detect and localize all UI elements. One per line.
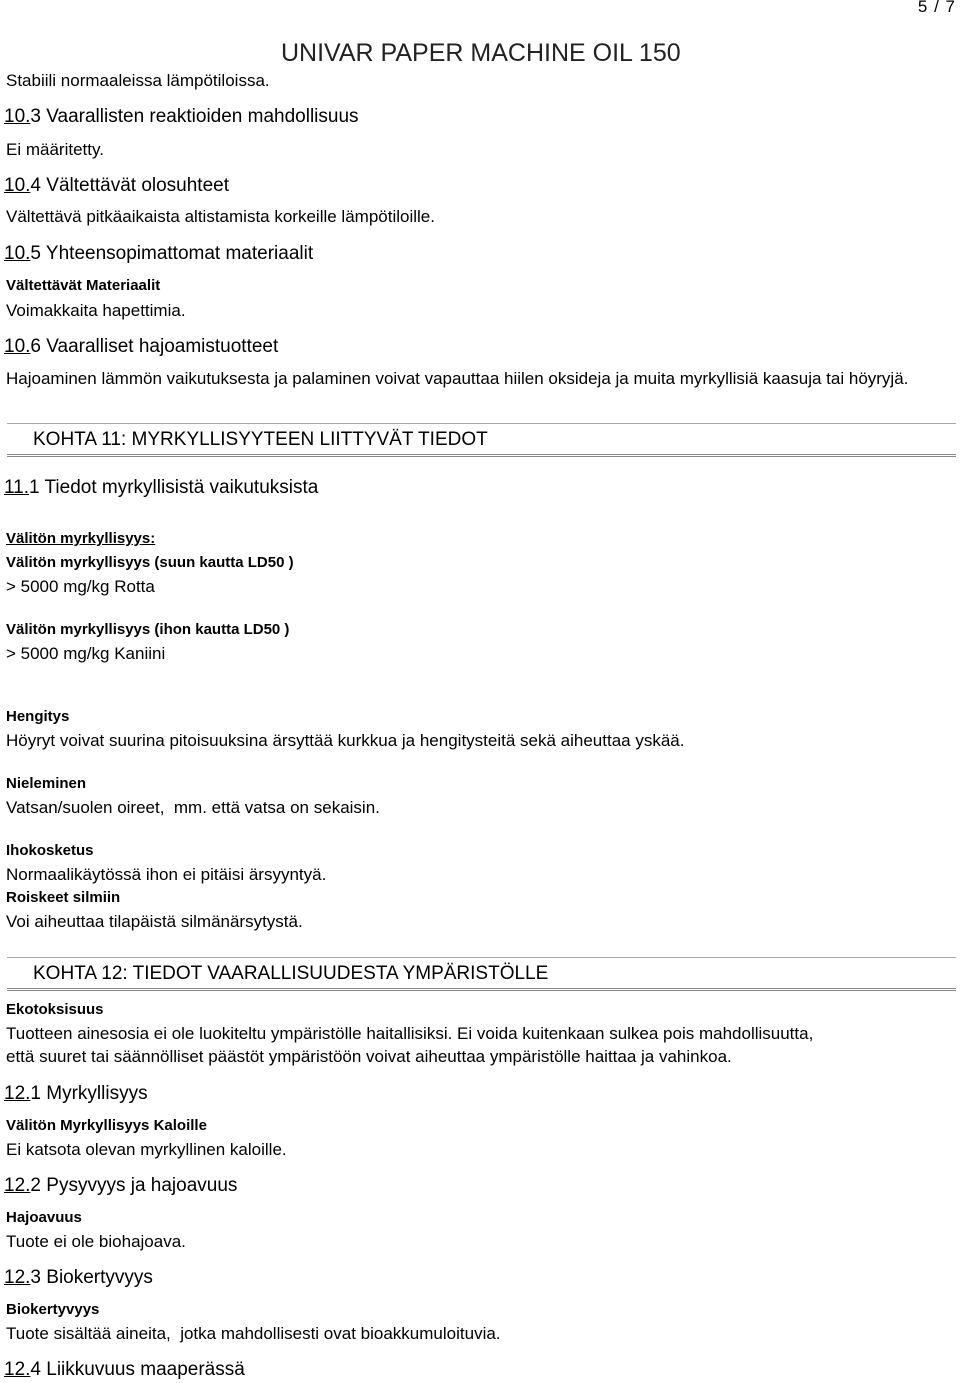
section-11-banner-title: KOHTA 11: MYRKYLLISYYTEEN LIITTYVÄT TIEDOT [33, 429, 488, 450]
acute-toxicity-label: Välitön myrkyllisyys: [6, 530, 156, 547]
section-10-4-heading: 10.4 Vältettävät olosuhteet [4, 175, 230, 196]
section-10-4-text: Vältettävä pitkäaikaista altistamista korkeille lämpötiloille. [6, 207, 435, 226]
skin-contact-label: Ihokosketus [6, 842, 94, 859]
ecotoxicity-label: Ekotoksisuus [6, 1001, 104, 1018]
section-12-3-label: Biokertyvyys [6, 1301, 100, 1318]
eye-contact-label: Roiskeet silmiin [6, 889, 121, 906]
skin-contact-text: Normaalikäytössä ihon ei pitäisi ärsyyntyä. [6, 865, 327, 884]
section-12-banner [7, 957, 956, 991]
section-12-3-text: Tuote sisältää aineita, jotka mahdollisesti ovat bioakkumuloituvia. [6, 1324, 501, 1343]
ingestion-text: Vatsan/suolen oireet, mm. että vatsa on sekaisin. [6, 798, 380, 817]
dermal-toxicity-label: Välitön myrkyllisyys (ihon kautta LD50 ) [6, 621, 290, 638]
ecotoxicity-text-line1: Tuotteen ainesosia ei ole luokiteltu ympäristölle haitallisiksi. Ei voida kuitenkaan sulkea pois mahdollisuutta, [6, 1024, 814, 1043]
page-number: 5 / 7 [917, 0, 956, 16]
ingestion-label: Nieleminen [6, 775, 87, 792]
section-10-6-text: Hajoaminen lämmön vaikutuksesta ja palaminen voivat vapauttaa hiilen oksideja ja muita myrkyllisiä kaasuja tai höyryjä. [6, 369, 909, 388]
section-12-2-label: Hajoavuus [6, 1209, 82, 1226]
section-12-1-label: Välitön Myrkyllisyys Kaloille [6, 1117, 207, 1134]
section-11-banner [7, 423, 956, 457]
stability-text: Stabiili normaaleissa lämpötiloissa. [6, 71, 270, 90]
section-12-2-text: Tuote ei ole biohajoava. [6, 1232, 186, 1251]
section-12-2-heading: 12.2 Pysyvyys ja hajoavuus [4, 1175, 238, 1196]
section-10-3-heading: 10.3 Vaarallisten reaktioiden mahdollisuus [4, 106, 359, 127]
section-10-5-text: Voimakkaita hapettimia. [6, 301, 186, 320]
section-10-3-text: Ei määritetty. [6, 140, 104, 159]
section-10-5-heading: 10.5 Yhteensopimattomat materiaalit [4, 243, 314, 264]
section-12-1-heading: 12.1 Myrkyllisyys [4, 1083, 148, 1104]
document-title: UNIVAR PAPER MACHINE OIL 150 [281, 39, 681, 67]
oral-toxicity-value: > 5000 mg/kg Rotta [6, 577, 155, 596]
section-12-1-text: Ei katsota olevan myrkyllinen kaloille. [6, 1140, 287, 1159]
section-12-4-heading: 12.4 Liikkuvuus maaperässä [4, 1359, 245, 1380]
ecotoxicity-text-line2: että suuret tai säännölliset päästöt ympäristöön voivat aiheuttaa ympäristölle haittaa ja vahinkoa. [6, 1047, 732, 1066]
inhalation-text: Höyryt voivat suurina pitoisuuksina ärsyttää kurkkua ja hengitysteitä sekä aiheuttaa yskää. [6, 731, 685, 750]
eye-contact-text: Voi aiheuttaa tilapäistä silmänärsytystä. [6, 912, 303, 931]
section-10-6-heading: 10.6 Vaaralliset hajoamistuotteet [4, 336, 279, 357]
section-12-3-heading: 12.3 Biokertyvyys [4, 1267, 153, 1288]
section-11-1-heading: 11.1 Tiedot myrkyllisistä vaikutuksista [4, 477, 319, 498]
section-10-5-label: Vältettävät Materiaalit [6, 277, 161, 294]
oral-toxicity-label: Välitön myrkyllisyys (suun kautta LD50 ) [6, 554, 294, 571]
inhalation-label: Hengitys [6, 708, 70, 725]
section-12-banner-title: KOHTA 12: TIEDOT VAARALLISUUDESTA YMPÄRISTÖLLE [33, 963, 549, 984]
dermal-toxicity-value: > 5000 mg/kg Kaniini [6, 644, 166, 663]
